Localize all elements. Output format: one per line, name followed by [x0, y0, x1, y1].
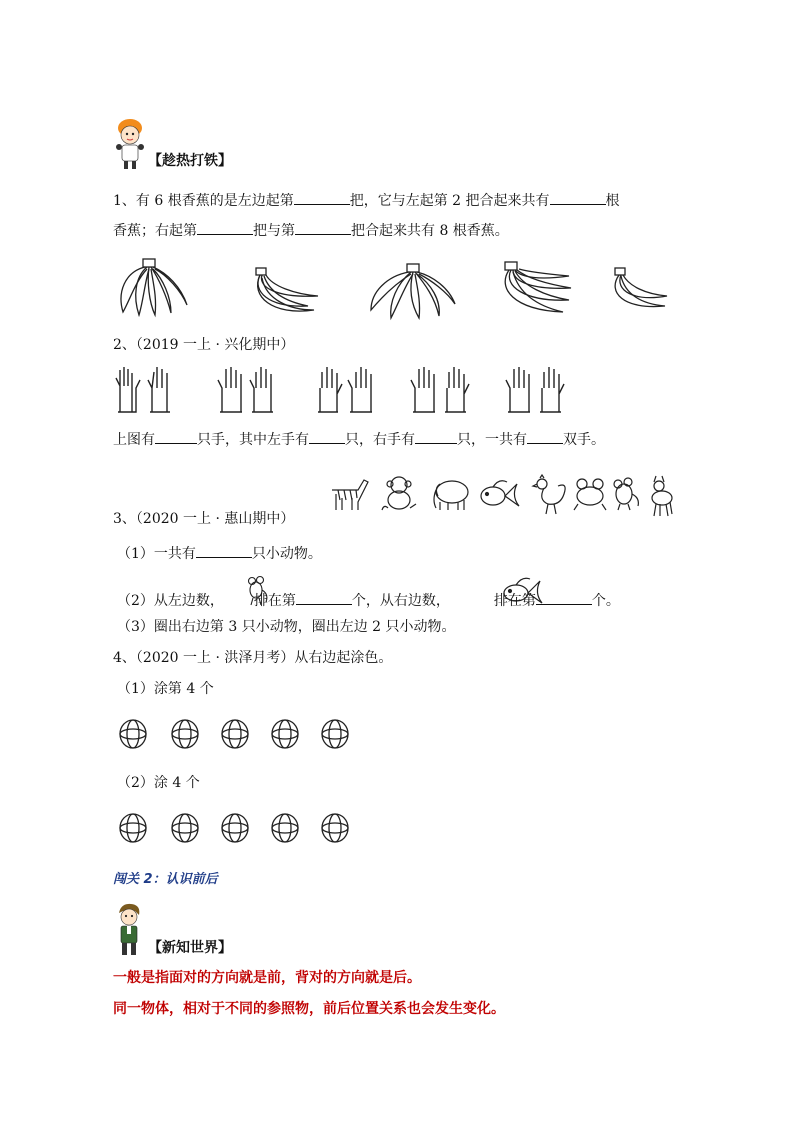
question-source: （2020 一上 · 惠山期中）: [135, 511, 295, 527]
hands-pair-1-icon: [114, 364, 180, 414]
question-text: 把与第: [253, 223, 295, 239]
ball-icon[interactable]: [172, 720, 198, 748]
ball-icon[interactable]: [322, 814, 348, 842]
banana-bunch-5-icon: [607, 266, 669, 316]
elephant-icon: [430, 474, 472, 512]
question-3-part-3: （3）圈出右边第 3 只小动物，圈出左边 2 只小动物。: [117, 619, 456, 635]
question-number: 4、: [113, 650, 136, 666]
zebra-icon: [328, 472, 370, 512]
ball-icon[interactable]: [120, 814, 146, 842]
ball-row-1: [117, 716, 357, 752]
question-4-part-1: （1）涂第 4 个: [117, 681, 214, 697]
question-source: （2020 一上 · 洪泽月考）从右边起涂色。: [135, 650, 393, 666]
deer-icon: [646, 474, 678, 518]
ball-icon[interactable]: [272, 814, 298, 842]
question-text: 香蕉；右起第: [113, 223, 197, 239]
frog-icon: [572, 476, 608, 512]
banana-bunch-1-icon: [115, 257, 190, 317]
rule-1: 一般是指面对的方向就是前，背对的方向就是后。: [113, 970, 421, 986]
question-text: 只手，其中左手有: [197, 432, 309, 448]
question-2-text: [113, 429, 605, 450]
section-heading-new-knowledge: 【新知世界】: [148, 940, 232, 956]
girl-mascot-icon: [113, 118, 147, 172]
question-text: 个。: [591, 593, 620, 609]
question-3-part-1: [117, 543, 322, 564]
question-1-line-2: [113, 220, 509, 241]
answer-blank[interactable]: [295, 220, 351, 235]
rule-2: 同一物体，相对于不同的参照物，前后位置关系也会发生变化。: [113, 1001, 505, 1017]
question-4-part-2: （2）涂 4 个: [117, 775, 200, 791]
rooster-icon: [532, 474, 570, 516]
answer-blank[interactable]: [196, 543, 252, 558]
question-3-header: [113, 509, 294, 529]
question-text: 个，从右边数，: [351, 593, 450, 609]
answer-blank[interactable]: [197, 220, 253, 235]
question-number: 3、: [113, 511, 136, 527]
ball-icon[interactable]: [322, 720, 348, 748]
question-text: 只，右手有: [345, 432, 415, 448]
question-text: 只小动物。: [251, 546, 322, 562]
question-2-header: [113, 335, 294, 355]
answer-blank[interactable]: [294, 190, 350, 205]
answer-blank[interactable]: [527, 429, 563, 444]
answer-blank[interactable]: [550, 190, 606, 205]
question-text: 排在第: [253, 593, 296, 609]
question-text: 只，一共有: [457, 432, 527, 448]
question-text: 上图有: [113, 432, 155, 448]
ball-icon[interactable]: [222, 814, 248, 842]
level-title: 闯关 2：认识前后: [113, 872, 218, 887]
boy-mascot-icon: [113, 901, 145, 957]
answer-blank[interactable]: [155, 429, 197, 444]
hands-pair-2-icon: [216, 364, 282, 414]
question-1-line-1: [113, 190, 620, 211]
question-text: 把合起来共有 8 根香蕉。: [351, 223, 509, 239]
question-text: 排在第: [493, 593, 536, 609]
hands-pair-5-icon: [504, 364, 570, 414]
ball-icon[interactable]: [272, 720, 298, 748]
banana-bunch-2-icon: [248, 266, 320, 318]
answer-blank[interactable]: [415, 429, 457, 444]
question-text: 有 6 根香蕉的是左边起第: [135, 193, 294, 209]
question-text: （2）从左边数，: [117, 593, 224, 609]
section-heading-practice: 【趁热打铁】: [148, 153, 232, 169]
question-3-part-2: [117, 590, 620, 611]
question-source: （2019 一上 · 兴化期中）: [135, 337, 295, 353]
ball-row-2: [117, 810, 357, 846]
answer-blank[interactable]: [309, 429, 345, 444]
question-number: 1、: [113, 193, 136, 209]
question-number: 2、: [113, 337, 136, 353]
ball-icon[interactable]: [120, 720, 146, 748]
answer-blank[interactable]: [536, 590, 592, 605]
hands-pair-3-icon: [314, 364, 380, 414]
banana-bunch-4-icon: [497, 260, 573, 320]
answer-blank[interactable]: [296, 590, 352, 605]
question-4-header: [113, 648, 392, 668]
goldfish-icon: [477, 474, 521, 512]
banana-bunch-3-icon: [367, 262, 457, 320]
question-text: 把，它与左起第 2 把合起来共有: [349, 193, 550, 209]
hands-pair-4-icon: [409, 364, 475, 414]
question-text: 双手。: [563, 432, 605, 448]
monkey-icon: [380, 474, 418, 512]
question-text: （1）一共有: [117, 546, 196, 562]
ball-icon[interactable]: [172, 814, 198, 842]
ball-icon[interactable]: [222, 720, 248, 748]
mouse-icon: [608, 476, 642, 512]
question-text: 根: [605, 193, 620, 209]
